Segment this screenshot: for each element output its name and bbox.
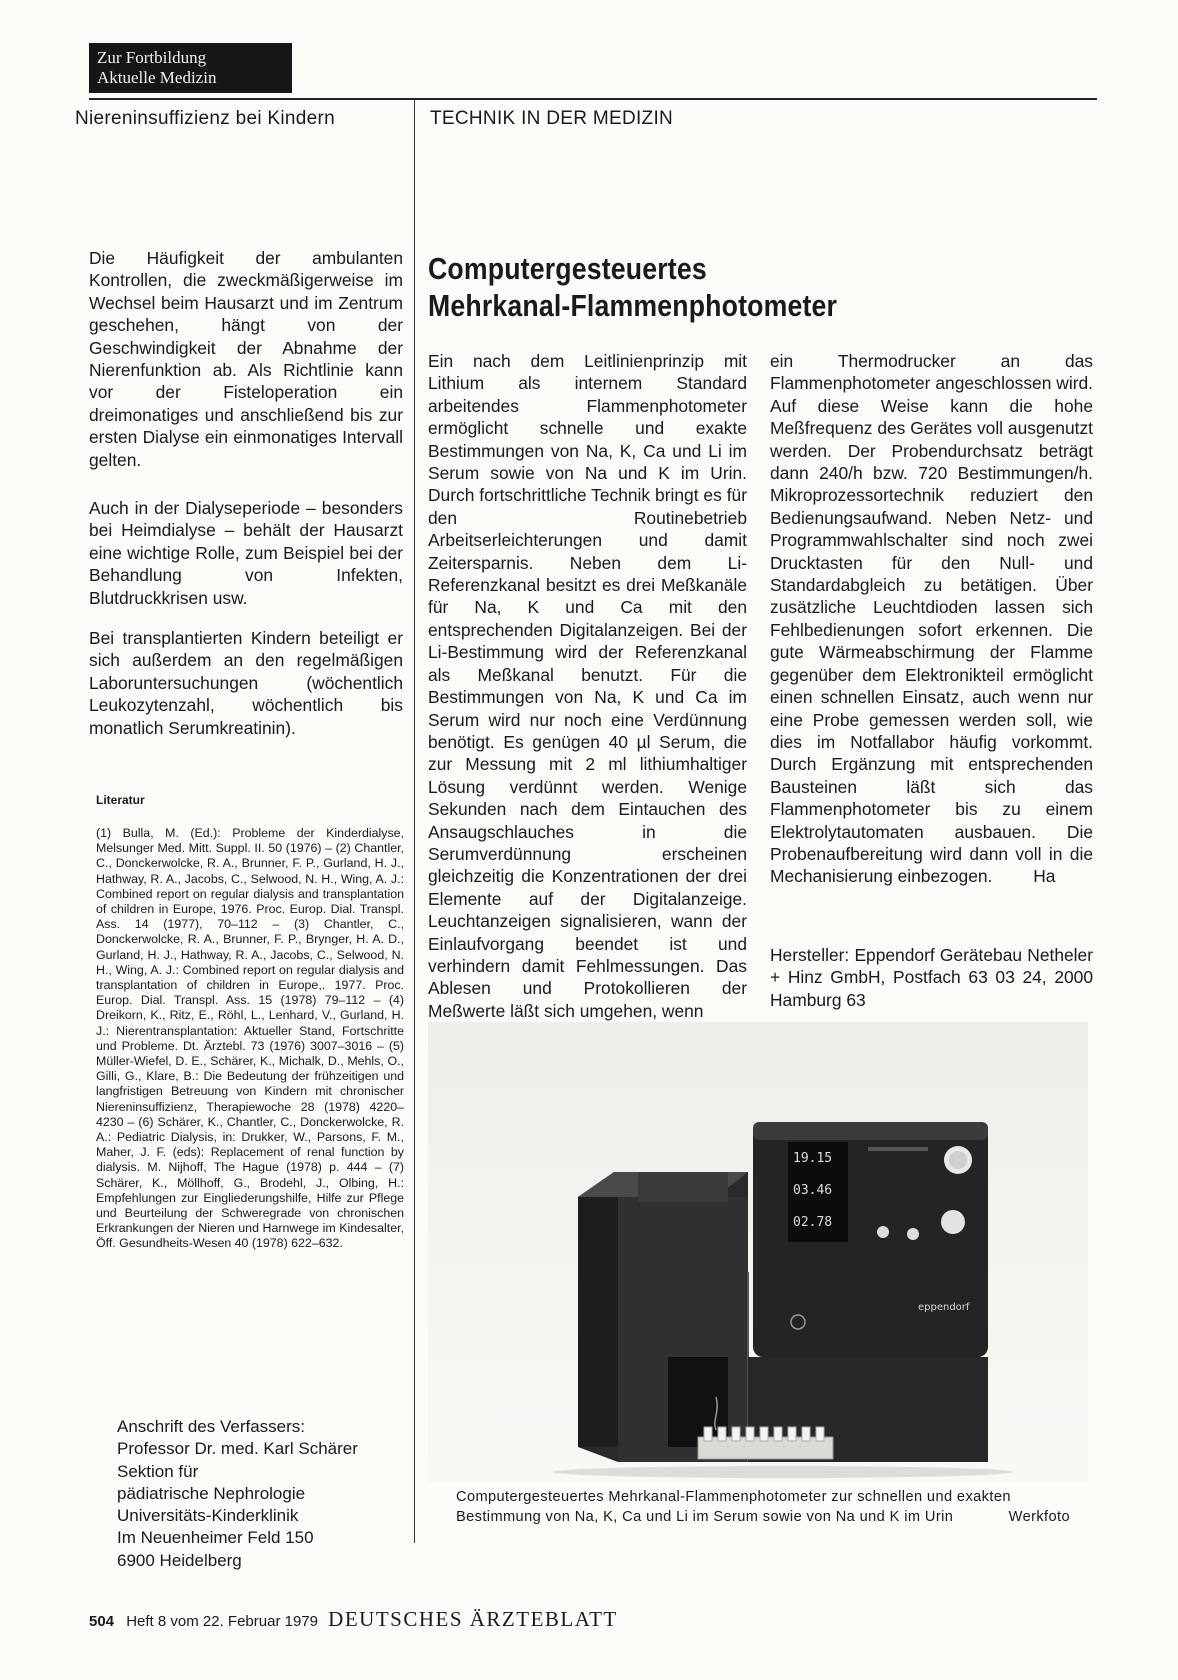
- title-line-2: Mehrkanal-Flammenphotometer: [428, 288, 838, 323]
- flame-photometer-image: [428, 1022, 1088, 1482]
- display-readout: 02.78: [793, 1215, 833, 1230]
- magazine-name: DEUTSCHES ÄRZTEBLATT: [328, 1607, 618, 1631]
- right-section-title: TECHNIK IN DER MEDIZIN: [430, 108, 674, 129]
- header-rule: [89, 98, 1097, 100]
- brand-logo-text: eppendorf: [918, 1302, 970, 1313]
- author-address: [117, 1416, 358, 1572]
- section-badge: [89, 43, 292, 93]
- address-line: Universitäts-Kinderklinik: [117, 1506, 299, 1526]
- badge-line-2: Aktuelle Medizin: [97, 68, 217, 87]
- page-footer: [89, 1607, 618, 1632]
- article-column-1: Ein nach dem Leitlinienprinzip mit Lithium als internem Standard arbeitendes Flammenphotometer ermöglicht schnelle und exakte Bestimmungen von Na, K, Ca und Li im Serum sowie von Na und K im Urin. Durch fortschrittliche Technik bringt es für den Routinebetrieb Arbeitserleichterungen und damit Zeitersparnis. Neben dem Li-Referenzkanal besitzt es drei Meßkanäle für Na, K und Ca mit den entsprechenden Digitalanzeigen. Bei der Li-Bestimmung wird der Referenzkanal als Meßkanal benutzt. Für die Bestimmungen von Na, K und Ca im Serum wird nur noch eine Verdünnung benötigt. Es genügen 40 µl Serum, die zur Messung mit 2 ml lithiumhaltiger Lösung verdünnt werden. Wenige Sekunden nach dem Eintauchen des Ansaugschlauches in die Serumverdünnung erscheinen gleichzeitig die Konzentrationen der drei Elemente auf der Digitalanzeige. Leuchtanzeigen signalisieren, wann der Einlaufvorgang beendet ist und verhindern damit Fehlmessungen. Das Ablesen und Protokollieren der Meßwerte läßt sich umgehen, wenn: [428, 351, 747, 1021]
- left-paragraph-2: Auch in der Dialyseperiode – besonders bei Heimdialyse – behält der Hausarzt eine wichtige Rolle, zum Beispiel bei der Behandlung von Infekten, Blutdruckkrisen usw.: [89, 498, 403, 608]
- literature-heading: Literatur: [96, 793, 145, 807]
- left-paragraph-1: Die Häufigkeit der ambulanten Kontrollen, die zweckmäßigerweise im Wechsel beim Hausarzt und im Zentrum geschehen, hängt von der Geschwindigkeit der Abnahme der Nierenfunktion ab. Als Richtlinie kann vor der Fisteloperation ein dreimonatiges und anschließend bis zur ersten Dialyse ein einmonatiges Intervall gelten.: [89, 248, 403, 470]
- photo-caption: [456, 1488, 1070, 1527]
- address-label: Anschrift des Verfassers:: [117, 1417, 306, 1436]
- article-column-2: [770, 350, 1093, 888]
- display-readout: 19.15: [793, 1151, 833, 1166]
- article-title: [428, 250, 944, 324]
- photo-credit: Werkfoto: [1008, 1508, 1070, 1525]
- issue-info: Heft 8 vom 22. Februar 1979: [126, 1613, 318, 1630]
- article-column-2-text: ein Thermodrucker an das Flammenphotometer angeschlossen wird. Auf diese Weise kann die hohe Meßfrequenz des Gerätes voll ausgenutzt werden. Der Probendurchsatz beträgt dann 240/h bzw. 720 Bestimmungen/h. Mikroprozessortechnik reduziert den Bedienungsaufwand. Neben Netz- und Programmwahlschalter sind noch zwei Drucktasten für den Null- und Standardabgleich zu betätigen. Über zusätzliche Leuchtdioden lassen sich Fehlbedienungen sofort erkennen. Die gute Wärmeabschirmung der Flamme gegenüber dem Elektronikteil ermöglicht einen schnellen Einsatz, auch wenn nur eine Probe gemessen werden soll, wie dies im Notfallabor häufig vorkommt. Durch Ergänzung mit entsprechenden Bausteinen läßt sich das Flammenphotometer bis zu einem Elektrolytautomaten ausbauen. Die Probenaufbereitung wird dann voll in die Mechanisierung einbezogen.: [770, 351, 1093, 887]
- address-line: Im Neuenheimer Feld 150: [117, 1528, 314, 1548]
- title-line-1: Computergesteuertes: [428, 251, 707, 286]
- address-line: 6900 Heidelberg: [117, 1550, 242, 1570]
- address-line: Sektion für: [117, 1461, 199, 1481]
- badge-line-1: Zur Fortbildung: [97, 48, 207, 67]
- article-signature: Ha: [1033, 866, 1056, 887]
- page-number: 504: [89, 1613, 115, 1630]
- address-line: pädiatrische Nephrologie: [117, 1483, 306, 1503]
- column-divider: [414, 98, 415, 1543]
- manufacturer-info: Hersteller: Eppendorf Gerätebau Netheler + Hinz GmbH, Postfach 63 03 24, 2000 Hamburg 63: [770, 945, 1093, 1010]
- literature-list: (1) Bulla, M. (Ed.): Probleme der Kinderdialyse, Melsunger Med. Mitt. Suppl. II. 50 (1976) – (2) Chantler, C., Donckerwolcke, R. A., Brunner, F. P., Gurland, H. J., Hathway, R. A., Jacobs, C., Selwood, N. H., Wing, A. J.: Combined report on regular dialysis and transplantation of children in Europe, 1976. Proc. Europ. Dial. Transpl. Ass. 14 (1977), 70–112 – (3) Chantler, C., Donckerwolcke, R. A., Brunner, F. P., Brynger, H. A. D., Gurland, H. J., Hathway, R. A., Jacobs, C., Selwood, N. H., Wing, A. J.: Combined report on regular dialysis and transplantation of children in Europe,. 1977. Proc. Europ. Dial. Transpl. Ass. 15 (1978) 79–112 – (4) Dreikorn, K., Ritz, E., Röhl, L., Lenhard, V., Gurland, H. J.: Nierentransplantation: Aktueller Stand, Fortschritte und Probleme. Dt. Ärztebl. 73 (1976) 3007–3016 – (5) Müller-Wiefel, D. E., Schärer, K., Michalk, D., Mehls, O., Gilli, G., Klare, B.: Die Bedeutung der frühzeitigen und langfristigen Betreuung von Kindern mit chronischer Niereninsuffizienz, Therapiewoche 28 (1978) 4220–4230 – (6) Schärer, K., Chantler, C., Donckerwolcke, R. A.: Pediatric Dialysis, in: Drukker, W., Parsons, F. M., Maher, J. F. (eds): Replacement of renal function by dialysis. M. Nijhoff, The Hague (1978) p. 444 – (7) Schärer, K., Möllhoff, G., Brodehl, J., Olbing, H.: Empfehlungen zur Eingliederungshilfe, Hilfe zur Pflege und Beurteilung der Schweregrade von chronischen Erkrankungen der Nieren und Harnwege im Kindesalter, Öff. Gesundheits-Wesen 40 (1978) 622–632.: [96, 826, 404, 1251]
- left-section-title: Niereninsuffizienz bei Kindern: [75, 108, 336, 129]
- product-photo: [428, 1022, 1088, 1482]
- left-paragraph-3: Bei transplantierten Kindern beteiligt er sich außerdem an den regelmäßigen Laboruntersuchungen (wöchentlich Leukozytenzahl, wöchentlich bis monatlich Serumkreatinin).: [89, 628, 403, 738]
- caption-text: Computergesteuertes Mehrkanal-Flammenphotometer zur schnellen und exakten Bestimmung von Na, K, Ca und Li im Serum sowie von Na und K im Urin: [456, 1489, 1011, 1525]
- display-readout: 03.46: [793, 1183, 833, 1198]
- address-line: Professor Dr. med. Karl Schärer: [117, 1439, 358, 1459]
